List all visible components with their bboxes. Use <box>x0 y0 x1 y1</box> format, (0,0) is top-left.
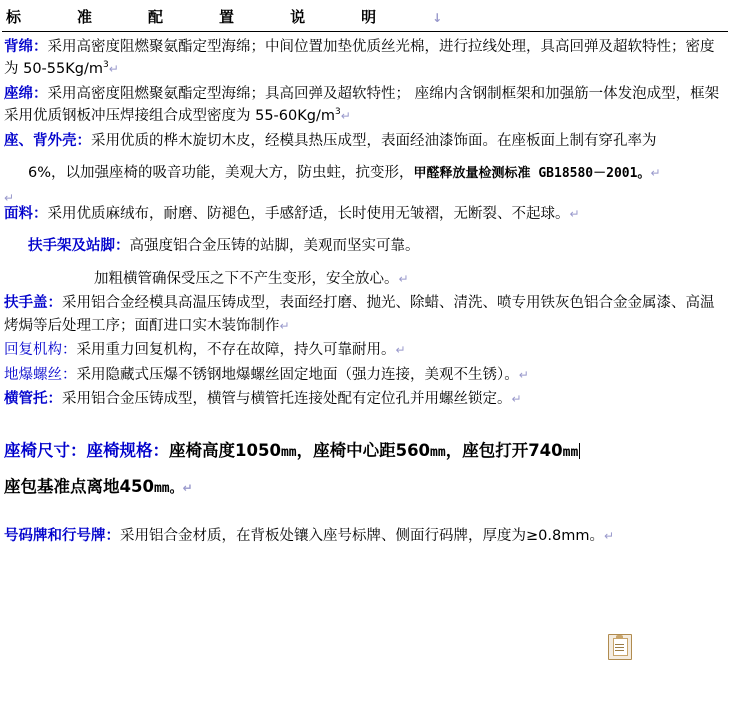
paragraph-mark: ↓ <box>432 11 443 25</box>
section-label-armrest-cover: 扶手盖： <box>4 295 62 312</box>
paragraph-mark: ↵ <box>603 528 615 543</box>
header-col-5: 明 <box>361 8 377 26</box>
section-text-armrest-frame: 高强度铝合金压铸的站脚，美观而坚实可靠。 <box>129 238 420 255</box>
dimension-unit-2: mm <box>562 444 579 460</box>
dimension-value-2: 740 <box>528 440 563 460</box>
seat-dimensions-line2 <box>0 473 730 501</box>
paragraph-mark: ↵ <box>395 343 406 358</box>
section-return-mechanism <box>0 339 730 361</box>
spacer <box>0 187 730 203</box>
paragraph-mark: ↵ <box>182 480 193 495</box>
dimension-name-1: 座椅中心距 <box>313 440 396 460</box>
section-sup-back-foam: 3 <box>102 60 109 71</box>
section-text-shell: 采用优质的桦木旋切木皮，经模具热压成型，表面经油漆饰面。在座板面上制有穿孔率为 <box>91 132 657 149</box>
section-armrest-frame <box>0 235 730 257</box>
dimension-value-0: 1050 <box>235 440 281 460</box>
section-text-number-plates: 采用铝合金材质，在背板处镶入座号标牌、侧面行码牌，厚度为≥0.8mm。 <box>120 527 604 544</box>
section-label-return-mechanism: 回复机构： <box>4 342 77 359</box>
dimension-unit-0: mm <box>280 444 297 460</box>
section-text-armrest-frame-line2: 加粗横管确保受压之下不产生变形，安全放心。 <box>94 270 399 287</box>
section-label-back-foam: 背绵： <box>4 39 48 55</box>
section-shell <box>0 130 730 152</box>
section-armrest-frame-line2 <box>0 268 730 290</box>
section-label-number-plates: 号码牌和行号牌： <box>4 527 120 544</box>
paragraph-mark: ↵ <box>650 166 661 181</box>
spacer <box>0 429 730 437</box>
paragraph-mark: ↵ <box>108 62 119 77</box>
section-anchor-bolt <box>0 364 730 386</box>
dimension-name-2: 座包打开 <box>462 440 529 460</box>
header-col-3: 置 <box>219 8 235 26</box>
paragraph-mark: ↵ <box>4 190 15 205</box>
dimensions-label: 座椅尺寸： <box>4 440 87 460</box>
dimension-name-3: 座包基准点离地 <box>4 476 120 496</box>
paragraph-mark: ↵ <box>569 206 580 221</box>
section-text-return-mechanism: 采用重力回复机构，不存在故障，持久可靠耐用。 <box>76 342 396 359</box>
section-text-anchor-bolt: 采用隐藏式压爆不锈钢地爆螺丝固定地面（强力连接，美观不生锈）。 <box>76 366 519 383</box>
dimensions-spec-label: 座椅规格： <box>86 440 169 460</box>
section-label-tube-bracket: 横管托： <box>4 391 62 408</box>
spacer <box>0 154 730 162</box>
section-standard-code: 甲醛释放量检测标准 GB18580－2001。 <box>413 166 651 182</box>
section-text-back-foam: 采用高密度阻燃聚氨酯定型海绵；中间位置加垫优质丝光棉，进行拉线处理，具高回弹及超软特性；密度为 50-55Kg/m <box>4 39 715 78</box>
section-seat-foam <box>0 83 730 128</box>
header-col-1: 准 <box>77 8 93 26</box>
spacer <box>0 260 730 268</box>
section-tube-bracket <box>0 388 730 410</box>
section-shell-line2 <box>0 162 730 184</box>
dimension-unit-3: mm。 <box>153 480 183 496</box>
section-fabric <box>0 203 730 225</box>
paste-line-shape <box>615 650 624 651</box>
paragraph-mark: ↵ <box>340 109 351 124</box>
spacer <box>0 465 730 473</box>
paste-line-shape <box>615 647 624 648</box>
dimension-value-3: 450 <box>119 476 154 496</box>
section-label-anchor-bolt: 地爆螺丝： <box>4 366 77 383</box>
section-text-fabric: 采用优质麻绒布，耐磨、防褪色，手感舒适，长时使用无皱褶，无断裂、不起球。 <box>47 205 570 222</box>
dimension-value-1: 560 <box>395 440 431 460</box>
section-label-seat-foam: 座绵： <box>4 85 48 102</box>
header-divider <box>2 31 728 32</box>
section-text-armrest-cover: 采用铝合金经模具高温压铸成型，表面经打磨、抛光、除蜡、清洗、喷专用铁灰色铝合金金属漆、高温烤焗等后处理工序；面酊进口实木装饰制作 <box>4 295 715 334</box>
section-text-shell-line2: 6%，以加强座椅的吸音功能，美观大方，防虫蛀，抗变形， <box>28 165 414 182</box>
header-col-4: 说 <box>290 8 306 26</box>
spacer <box>0 501 730 517</box>
section-label-armrest-frame: 扶手架及站脚： <box>28 238 130 255</box>
seat-dimensions: 座椅尺寸：座椅规格：座椅高度1050mm，座椅中心距560mm，座包打开740mm <box>4 440 579 460</box>
section-back-foam <box>0 36 730 81</box>
paragraph-mark: ↵ <box>511 392 522 407</box>
document-header <box>0 0 730 29</box>
section-text-tube-bracket: 采用铝合金压铸成型，横管与横管托连接处配有定位孔并用螺丝锁定。 <box>62 391 512 408</box>
section-sup-seat-foam: 3 <box>334 107 341 118</box>
paste-options-icon[interactable] <box>608 634 632 660</box>
section-text-seat-foam: 采用高密度阻燃聚氨酯定型海绵；具高回弹及超软特性； 座绵内含钢制框架和加强筋一体发泡成型，框架采用优质钢板冲压焊接组合成型密度为 55-60Kg/m <box>4 85 720 125</box>
spacer <box>0 517 730 525</box>
section-label-shell: 座、背外壳： <box>4 132 91 149</box>
header-col-2: 配 <box>148 8 164 26</box>
paragraph-mark: ↵ <box>279 318 290 333</box>
text-cursor <box>579 443 580 459</box>
paste-line-shape <box>615 644 624 645</box>
section-armrest-cover <box>0 292 730 337</box>
spacer <box>0 227 730 235</box>
paragraph-mark: ↵ <box>518 367 529 382</box>
paragraph-mark: ↵ <box>398 271 409 286</box>
section-number-plates <box>0 525 730 547</box>
section-label-fabric: 面料： <box>4 205 48 222</box>
spacer <box>0 413 730 429</box>
header-col-0: 标 <box>6 8 22 26</box>
dimension-unit-1: mm <box>430 444 446 460</box>
dimension-name-0: 座椅高度 <box>169 440 235 460</box>
